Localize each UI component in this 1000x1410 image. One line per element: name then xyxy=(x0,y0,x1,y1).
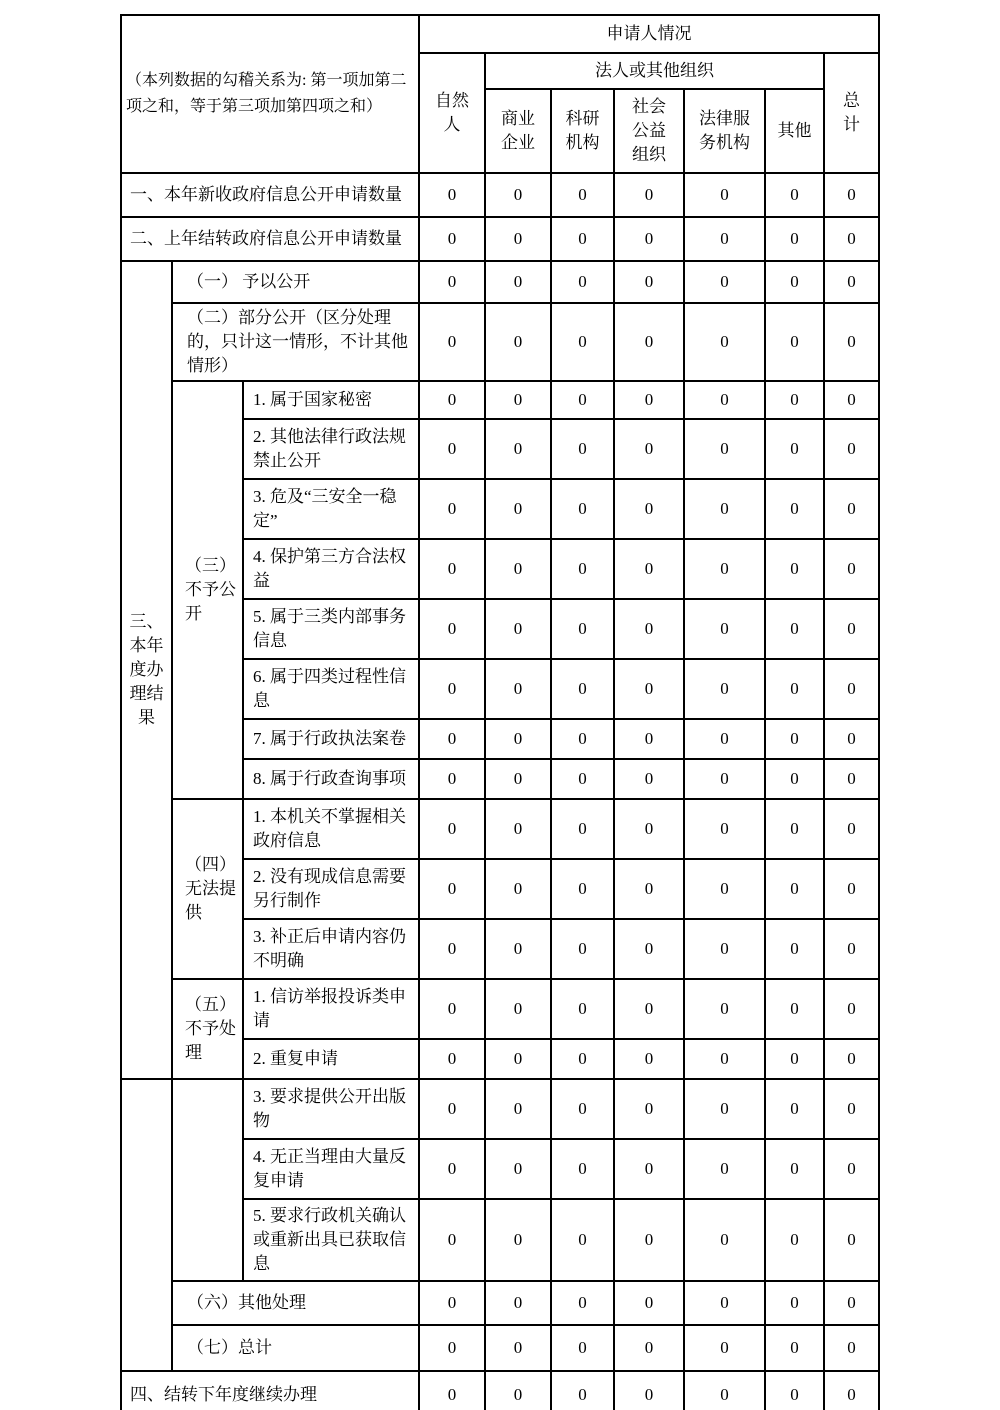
value-cell: 0 xyxy=(824,659,879,719)
value-cell: 0 xyxy=(765,719,824,759)
value-cell: 0 xyxy=(614,1139,684,1199)
value-cell: 0 xyxy=(419,217,485,261)
value-cell: 0 xyxy=(419,173,485,217)
value-cell: 0 xyxy=(551,173,614,217)
value-cell: 0 xyxy=(551,381,614,419)
value-cell: 0 xyxy=(485,659,551,719)
value-cell: 0 xyxy=(765,979,824,1039)
value-cell: 0 xyxy=(684,479,765,539)
value-cell: 0 xyxy=(684,1079,765,1139)
value-cell: 0 xyxy=(485,479,551,539)
value-cell: 0 xyxy=(551,539,614,599)
value-cell: 0 xyxy=(824,173,879,217)
value-cell: 0 xyxy=(684,381,765,419)
section3-continuation-empty-cell xyxy=(121,1079,172,1371)
disclosure-report-table xyxy=(120,14,880,1410)
row-label-subtotal: （七）总计 xyxy=(172,1325,419,1371)
table-row xyxy=(121,303,879,381)
item-label: 4. 保护第三方合法权益 xyxy=(243,539,419,599)
value-cell: 0 xyxy=(684,539,765,599)
value-cell: 0 xyxy=(419,759,485,799)
value-cell: 0 xyxy=(614,539,684,599)
section3-label: 三、本年度办理结果 xyxy=(121,261,172,1079)
value-cell: 0 xyxy=(419,419,485,479)
item-label: 8. 属于行政查询事项 xyxy=(243,759,419,799)
col-header-research: 科研机构 xyxy=(551,89,614,173)
table-row xyxy=(121,261,879,303)
col-header-legal-org-group: 法人或其他组织 xyxy=(485,53,824,89)
value-cell: 0 xyxy=(614,859,684,919)
table-row xyxy=(121,173,879,217)
value-cell: 0 xyxy=(684,303,765,381)
value-cell: 0 xyxy=(684,1281,765,1325)
value-cell: 0 xyxy=(419,719,485,759)
table-row xyxy=(121,381,879,419)
value-cell: 0 xyxy=(765,1079,824,1139)
value-cell: 0 xyxy=(765,303,824,381)
group3-label-not-disclosed: （三）不予公开 xyxy=(172,381,243,799)
value-cell: 0 xyxy=(419,1325,485,1371)
table-row xyxy=(121,1325,879,1371)
item-label: 5. 要求行政机关确认或重新出具已获取信息 xyxy=(243,1199,419,1281)
item-label: 6. 属于四类过程性信息 xyxy=(243,659,419,719)
row-label-other-handling: （六）其他处理 xyxy=(172,1281,419,1325)
value-cell: 0 xyxy=(485,1325,551,1371)
value-cell: 0 xyxy=(684,659,765,719)
value-cell: 0 xyxy=(419,1199,485,1281)
col-header-business: 商业企业 xyxy=(485,89,551,173)
value-cell: 0 xyxy=(614,659,684,719)
value-cell: 0 xyxy=(419,599,485,659)
header-row-1 xyxy=(121,15,879,53)
value-cell: 0 xyxy=(485,173,551,217)
value-cell: 0 xyxy=(551,799,614,859)
value-cell: 0 xyxy=(614,173,684,217)
value-cell: 0 xyxy=(551,479,614,539)
value-cell: 0 xyxy=(684,859,765,919)
value-cell: 0 xyxy=(765,799,824,859)
value-cell: 0 xyxy=(485,1371,551,1410)
item-label: 2. 其他法律行政法规禁止公开 xyxy=(243,419,419,479)
value-cell: 0 xyxy=(485,419,551,479)
col-header-public-welfare: 社会公益组织 xyxy=(614,89,684,173)
value-cell: 0 xyxy=(485,1039,551,1079)
item-label: 3. 补正后申请内容仍不明确 xyxy=(243,919,419,979)
value-cell: 0 xyxy=(614,919,684,979)
value-cell: 0 xyxy=(551,419,614,479)
row-label-carried-over: 二、上年结转政府信息公开申请数量 xyxy=(121,217,419,261)
value-cell: 0 xyxy=(684,173,765,217)
value-cell: 0 xyxy=(485,261,551,303)
value-cell: 0 xyxy=(551,719,614,759)
col-header-other: 其他 xyxy=(765,89,824,173)
value-cell: 0 xyxy=(614,979,684,1039)
value-cell: 0 xyxy=(485,381,551,419)
value-cell: 0 xyxy=(765,919,824,979)
row-label-new-requests: 一、本年新收政府信息公开申请数量 xyxy=(121,173,419,217)
value-cell: 0 xyxy=(419,1039,485,1079)
value-cell: 0 xyxy=(684,419,765,479)
value-cell: 0 xyxy=(419,799,485,859)
value-cell: 0 xyxy=(765,1281,824,1325)
item-label: 5. 属于三类内部事务信息 xyxy=(243,599,419,659)
value-cell: 0 xyxy=(765,759,824,799)
value-cell: 0 xyxy=(614,419,684,479)
value-cell: 0 xyxy=(485,719,551,759)
item-label: 2. 重复申请 xyxy=(243,1039,419,1079)
value-cell: 0 xyxy=(824,1139,879,1199)
corner-note: （本列数据的勾稽关系为: 第一项加第二项之和，等于第三项加第四项之和） xyxy=(121,15,419,173)
item-label: 2. 没有现成信息需要另行制作 xyxy=(243,859,419,919)
group4-label-unable-to-provide: （四）无法提供 xyxy=(172,799,243,979)
value-cell: 0 xyxy=(684,919,765,979)
value-cell: 0 xyxy=(684,759,765,799)
value-cell: 0 xyxy=(419,979,485,1039)
value-cell: 0 xyxy=(765,381,824,419)
table-row xyxy=(121,1281,879,1325)
row-label-granted: （一） 予以公开 xyxy=(172,261,419,303)
value-cell: 0 xyxy=(614,479,684,539)
item-label: 1. 信访举报投诉类申请 xyxy=(243,979,419,1039)
item-label: 3. 危及“三安全一稳定” xyxy=(243,479,419,539)
value-cell: 0 xyxy=(824,719,879,759)
value-cell: 0 xyxy=(485,539,551,599)
group5-label-not-processed: （五）不予处理 xyxy=(172,979,243,1079)
value-cell: 0 xyxy=(419,859,485,919)
value-cell: 0 xyxy=(824,1199,879,1281)
value-cell: 0 xyxy=(824,419,879,479)
item-label: 3. 要求提供公开出版物 xyxy=(243,1079,419,1139)
value-cell: 0 xyxy=(765,261,824,303)
item-label: 1. 属于国家秘密 xyxy=(243,381,419,419)
table-row xyxy=(121,1079,879,1139)
value-cell: 0 xyxy=(824,799,879,859)
item-label: 7. 属于行政执法案卷 xyxy=(243,719,419,759)
value-cell: 0 xyxy=(684,261,765,303)
value-cell: 0 xyxy=(824,1325,879,1371)
value-cell: 0 xyxy=(765,1199,824,1281)
value-cell: 0 xyxy=(419,1281,485,1325)
value-cell: 0 xyxy=(684,1039,765,1079)
value-cell: 0 xyxy=(419,381,485,419)
applicant-situation-header: 申请人情况 xyxy=(419,15,879,53)
value-cell: 0 xyxy=(551,919,614,979)
value-cell: 0 xyxy=(551,1039,614,1079)
value-cell: 0 xyxy=(551,1199,614,1281)
value-cell: 0 xyxy=(765,217,824,261)
value-cell: 0 xyxy=(614,1281,684,1325)
value-cell: 0 xyxy=(765,1325,824,1371)
value-cell: 0 xyxy=(765,1139,824,1199)
value-cell: 0 xyxy=(551,1079,614,1139)
value-cell: 0 xyxy=(824,261,879,303)
value-cell: 0 xyxy=(765,419,824,479)
value-cell: 0 xyxy=(765,173,824,217)
value-cell: 0 xyxy=(419,659,485,719)
value-cell: 0 xyxy=(824,919,879,979)
value-cell: 0 xyxy=(824,479,879,539)
value-cell: 0 xyxy=(614,1371,684,1410)
value-cell: 0 xyxy=(824,1079,879,1139)
value-cell: 0 xyxy=(485,303,551,381)
value-cell: 0 xyxy=(824,979,879,1039)
value-cell: 0 xyxy=(684,217,765,261)
value-cell: 0 xyxy=(485,1199,551,1281)
value-cell: 0 xyxy=(485,1139,551,1199)
table-row xyxy=(121,217,879,261)
value-cell: 0 xyxy=(485,859,551,919)
value-cell: 0 xyxy=(765,1371,824,1410)
value-cell: 0 xyxy=(485,599,551,659)
value-cell: 0 xyxy=(614,599,684,659)
value-cell: 0 xyxy=(614,1079,684,1139)
value-cell: 0 xyxy=(614,759,684,799)
value-cell: 0 xyxy=(614,303,684,381)
value-cell: 0 xyxy=(614,381,684,419)
value-cell: 0 xyxy=(684,1139,765,1199)
value-cell: 0 xyxy=(419,919,485,979)
value-cell: 0 xyxy=(551,1371,614,1410)
value-cell: 0 xyxy=(614,719,684,759)
value-cell: 0 xyxy=(485,1281,551,1325)
table-row xyxy=(121,979,879,1039)
value-cell: 0 xyxy=(551,1281,614,1325)
value-cell: 0 xyxy=(614,261,684,303)
value-cell: 0 xyxy=(765,659,824,719)
table-row xyxy=(121,1371,879,1410)
item-label: 1. 本机关不掌握相关政府信息 xyxy=(243,799,419,859)
row-label-carry-to-next-year: 四、结转下年度继续办理 xyxy=(121,1371,419,1410)
value-cell: 0 xyxy=(419,303,485,381)
value-cell: 0 xyxy=(551,599,614,659)
value-cell: 0 xyxy=(684,979,765,1039)
value-cell: 0 xyxy=(614,1039,684,1079)
value-cell: 0 xyxy=(485,979,551,1039)
value-cell: 0 xyxy=(824,1039,879,1079)
value-cell: 0 xyxy=(551,1139,614,1199)
col-header-total: 总计 xyxy=(824,53,879,173)
value-cell: 0 xyxy=(419,261,485,303)
col-header-natural-person: 自然人 xyxy=(419,53,485,173)
value-cell: 0 xyxy=(824,217,879,261)
value-cell: 0 xyxy=(765,859,824,919)
item-label: 4. 无正当理由大量反复申请 xyxy=(243,1139,419,1199)
col-header-legal-service: 法律服务机构 xyxy=(684,89,765,173)
table-row xyxy=(121,799,879,859)
value-cell: 0 xyxy=(419,1079,485,1139)
value-cell: 0 xyxy=(614,1325,684,1371)
value-cell: 0 xyxy=(824,1281,879,1325)
value-cell: 0 xyxy=(824,859,879,919)
value-cell: 0 xyxy=(824,1371,879,1410)
value-cell: 0 xyxy=(614,217,684,261)
value-cell: 0 xyxy=(551,261,614,303)
value-cell: 0 xyxy=(485,217,551,261)
value-cell: 0 xyxy=(419,539,485,599)
value-cell: 0 xyxy=(551,759,614,799)
value-cell: 0 xyxy=(684,799,765,859)
value-cell: 0 xyxy=(485,759,551,799)
value-cell: 0 xyxy=(824,539,879,599)
row-label-partially-granted: （二）部分公开（区分处理的，只计这一情形，不计其他情形） xyxy=(172,303,419,381)
value-cell: 0 xyxy=(684,1371,765,1410)
value-cell: 0 xyxy=(684,1199,765,1281)
value-cell: 0 xyxy=(485,1079,551,1139)
value-cell: 0 xyxy=(485,799,551,859)
value-cell: 0 xyxy=(765,599,824,659)
value-cell: 0 xyxy=(551,979,614,1039)
value-cell: 0 xyxy=(551,659,614,719)
value-cell: 0 xyxy=(551,303,614,381)
value-cell: 0 xyxy=(684,599,765,659)
value-cell: 0 xyxy=(765,539,824,599)
value-cell: 0 xyxy=(824,381,879,419)
value-cell: 0 xyxy=(419,1139,485,1199)
value-cell: 0 xyxy=(824,759,879,799)
value-cell: 0 xyxy=(551,859,614,919)
value-cell: 0 xyxy=(551,1325,614,1371)
value-cell: 0 xyxy=(614,799,684,859)
value-cell: 0 xyxy=(765,479,824,539)
value-cell: 0 xyxy=(419,479,485,539)
value-cell: 0 xyxy=(824,599,879,659)
group5-continuation-empty-cell xyxy=(172,1079,243,1281)
value-cell: 0 xyxy=(485,919,551,979)
value-cell: 0 xyxy=(614,1199,684,1281)
value-cell: 0 xyxy=(824,303,879,381)
value-cell: 0 xyxy=(551,217,614,261)
value-cell: 0 xyxy=(765,1039,824,1079)
value-cell: 0 xyxy=(419,1371,485,1410)
value-cell: 0 xyxy=(684,1325,765,1371)
value-cell: 0 xyxy=(684,719,765,759)
